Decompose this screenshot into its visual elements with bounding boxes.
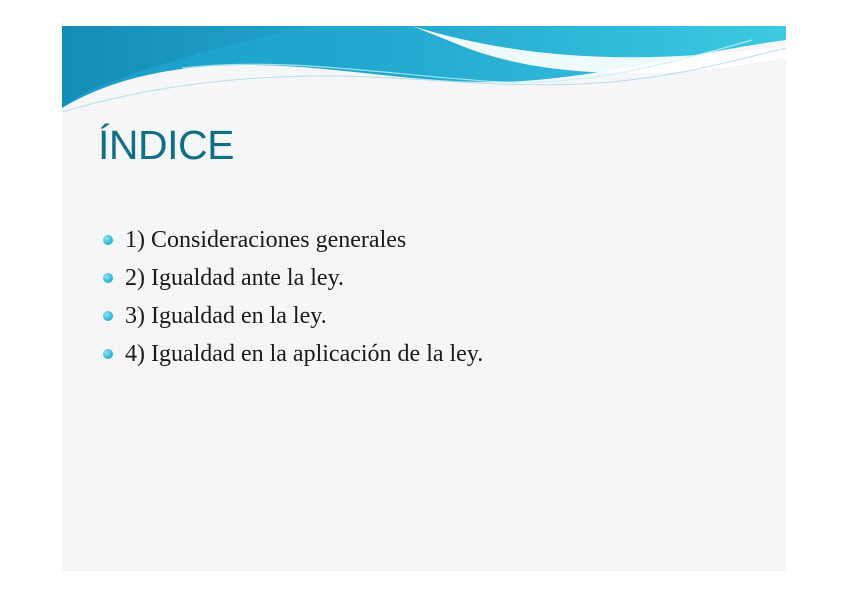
bullet-text: 1) Consideraciones generales bbox=[125, 226, 407, 253]
bullet-dot-icon bbox=[103, 311, 113, 321]
list-item bbox=[103, 335, 483, 373]
bullet-text: 2) Igualdad ante la ley. bbox=[125, 264, 345, 291]
slide bbox=[62, 26, 786, 571]
bullet-dot-icon bbox=[103, 349, 113, 359]
bullet-list bbox=[103, 221, 483, 373]
bullet-dot-icon bbox=[103, 273, 113, 283]
bullet-text: 4) Igualdad en la aplicación de la ley. bbox=[125, 340, 484, 367]
header-wave-decoration bbox=[62, 26, 786, 116]
bullet-dot-icon bbox=[103, 235, 113, 245]
list-item bbox=[103, 297, 483, 335]
slide-title: ÍNDICE bbox=[98, 122, 234, 168]
bullet-text: 3) Igualdad en la ley. bbox=[125, 302, 327, 329]
list-item bbox=[103, 259, 483, 297]
list-item bbox=[103, 221, 483, 259]
